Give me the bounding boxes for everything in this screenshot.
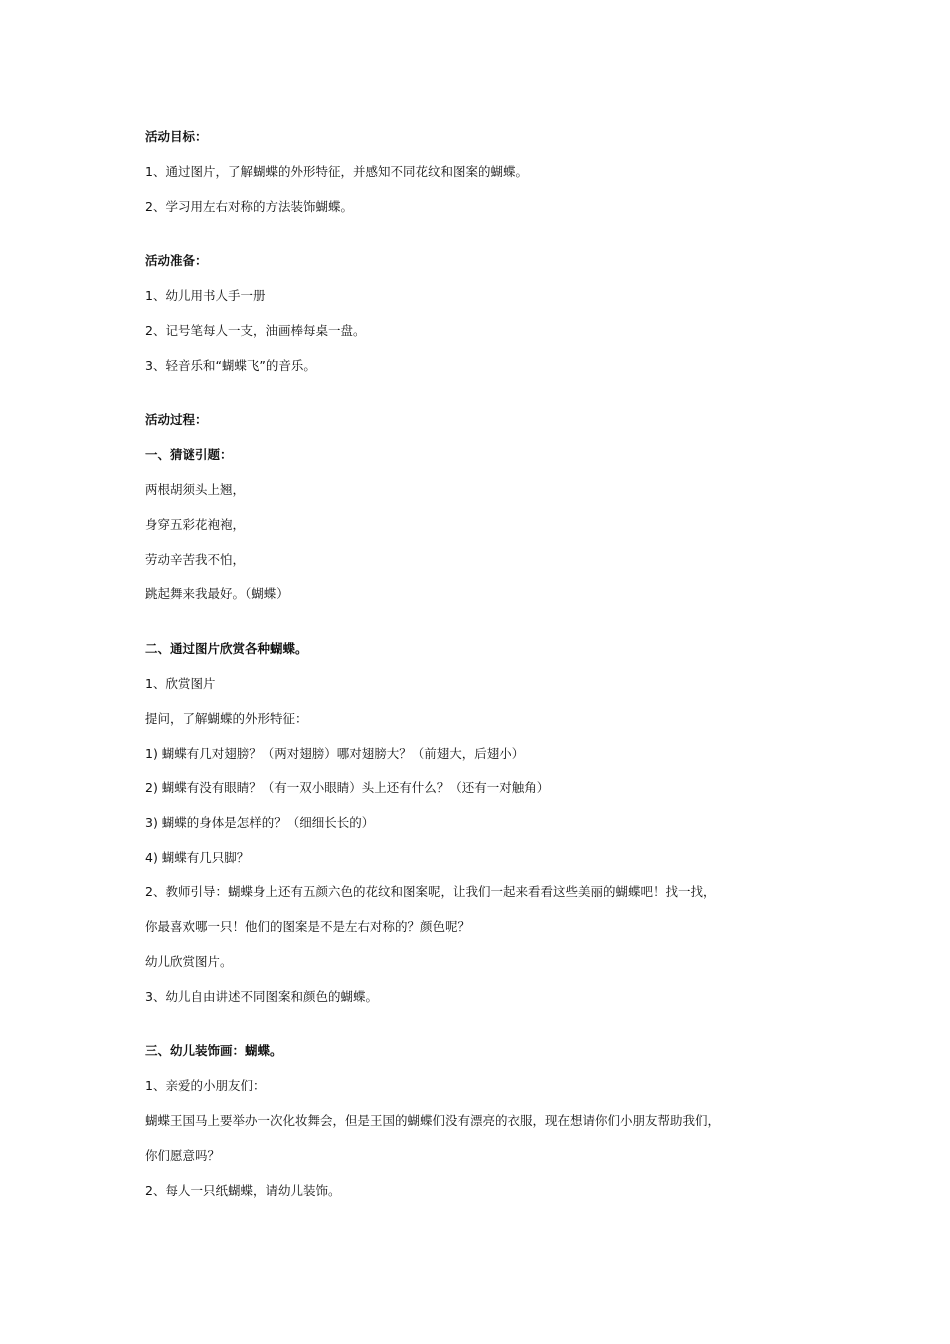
riddle-line: 跳起舞来我最好。（蝴蝶） [145,586,289,601]
body-line: 蝴蝶王国马上要举办一次化妆舞会，但是王国的蝴蝶们没有漂亮的衣服，现在想请你们小朋友帮助我们， [145,1113,721,1128]
section-heading-process: 活动过程： [145,412,208,427]
subsection-heading-decorate: 三、幼儿装饰画：蝴蝶。 [145,1043,283,1058]
goal-item: 2、学习用左右对称的方法装饰蝴蝶。 [145,199,353,214]
body-line: 2、教师引导：蝴蝶身上还有五颜六色的花纹和图案呢，让我们一起来看看这些美丽的蝴蝶吧！找一找， [145,884,716,899]
subsection-heading-riddle: 一、猜谜引题： [145,447,233,462]
body-line: 2、每人一只纸蝴蝶，请幼儿装饰。 [145,1183,341,1198]
section-heading-prep: 活动准备： [145,253,208,268]
body-line: 你们愿意吗？ [145,1148,221,1163]
prep-item: 1、幼儿用书人手一册 [145,288,266,303]
body-line: 3) 蝴蝶的身体是怎样的？（细细长长的） [145,815,375,830]
goal-item: 1、通过图片，了解蝴蝶的外形特征，并感知不同花纹和图案的蝴蝶。 [145,164,528,179]
body-line: 2) 蝴蝶有没有眼睛？（有一双小眼睛）头上还有什么？（还有一对触角） [145,780,550,795]
body-line: 1、欣赏图片 [145,676,216,691]
body-line: 1) 蝴蝶有几对翅膀？（两对翅膀）哪对翅膀大？（前翅大，后翅小） [145,746,525,761]
body-line: 提问，了解蝴蝶的外形特征： [145,711,308,726]
section-heading-goal: 活动目标： [145,129,208,144]
prep-item: 2、记号笔每人一支，油画棒每桌一盘。 [145,323,366,338]
riddle-line: 身穿五彩花袍袍， [145,517,246,532]
prep-item: 3、轻音乐和“蝴蝶飞”的音乐。 [145,358,316,373]
body-line: 3、幼儿自由讲述不同图案和颜色的蝴蝶。 [145,989,378,1004]
body-line: 幼儿欣赏图片。 [145,954,233,969]
body-line: 你最喜欢哪一只！他们的图案是不是左右对称的？颜色呢？ [145,919,471,934]
subsection-heading-pictures: 二、通过图片欣赏各种蝴蝶。 [145,641,308,656]
body-line: 1、亲爱的小朋友们： [145,1078,266,1093]
riddle-line: 两根胡须头上翘， [145,482,246,497]
riddle-line: 劳动辛苦我不怕， [145,552,246,567]
body-line: 4) 蝴蝶有几只脚？ [145,850,250,865]
